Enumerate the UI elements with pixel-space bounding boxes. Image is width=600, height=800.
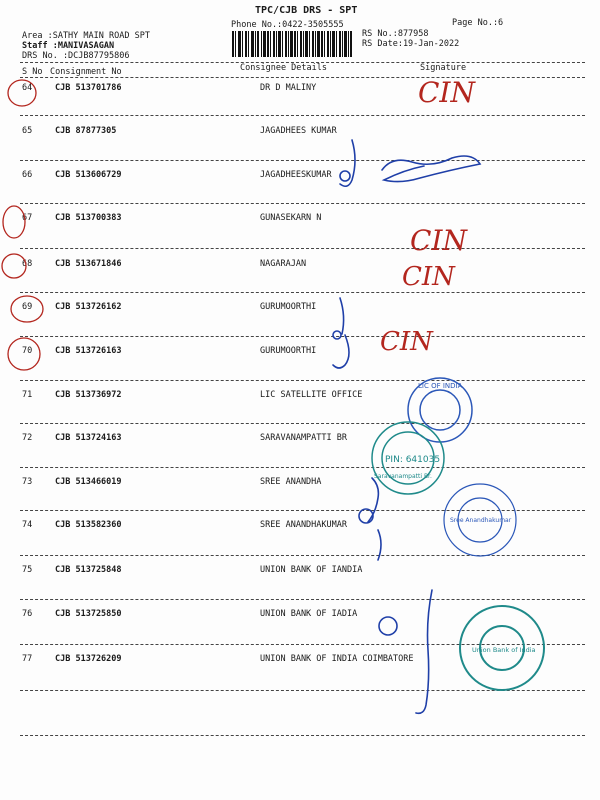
row-sno: 75 — [22, 565, 33, 575]
row-consignee: SREE ANANDHAKUMAR — [260, 520, 347, 530]
row-consignee: GUNASEKARN N — [260, 213, 322, 223]
row-consignee: GURUMOORTHI — [260, 302, 317, 312]
row-divider — [20, 690, 585, 691]
svg-text:Saravanampatti Br.: Saravanampatti Br. — [374, 473, 432, 480]
row-consignee: LIC SATELLITE OFFICE — [260, 390, 363, 400]
svg-text:Sree Anandhakumar: Sree Anandhakumar — [450, 517, 512, 524]
row-consignee: JAGADHEES KUMAR — [260, 126, 337, 136]
row-consignment: CJB 513726209 — [55, 654, 122, 664]
row-consignee: NAGARAJAN — [260, 259, 307, 269]
row-consignee: UNION BANK OF INDIA COIMBATORE — [260, 654, 414, 664]
table-row — [0, 477, 600, 497]
row-consignee: JAGADHEESKUMAR — [260, 170, 332, 180]
row-sno: 67 — [22, 213, 33, 223]
row-divider — [20, 467, 585, 468]
row-sno: 73 — [22, 477, 33, 487]
row-divider — [20, 423, 585, 424]
row-divider — [20, 735, 585, 736]
row-sno: 65 — [22, 126, 33, 136]
cin-mark: CIN — [380, 327, 433, 357]
row-sno: 72 — [22, 433, 33, 443]
page-title: TPC/CJB DRS - SPT — [255, 5, 358, 16]
row-consignment: CJB 87877305 — [55, 126, 117, 136]
row-divider — [20, 292, 585, 293]
cin-mark: CIN — [418, 76, 475, 109]
row-sno: 69 — [22, 302, 33, 312]
header-divider-bottom — [20, 77, 585, 78]
col-header-consignment: Consignment No — [50, 67, 122, 77]
table-row — [0, 170, 600, 190]
row-divider — [20, 336, 585, 337]
row-consignment: CJB 513725848 — [55, 565, 122, 575]
row-consignment: CJB 513726162 — [55, 302, 122, 312]
svg-text:Union Bank of India: Union Bank of India — [472, 646, 536, 654]
row-divider — [20, 555, 585, 556]
cin-mark: CIN — [402, 262, 455, 292]
svg-text:LIC OF INDIA: LIC OF INDIA — [418, 382, 463, 390]
row-consignee: GURUMOORTHI — [260, 346, 317, 356]
col-header-signature: Signature — [420, 63, 467, 73]
row-sno: 64 — [22, 83, 33, 93]
row-divider — [20, 510, 585, 511]
table-row — [0, 259, 600, 279]
table-row — [0, 126, 600, 146]
page-number: Page No.:6 — [452, 18, 504, 28]
row-divider — [20, 599, 585, 600]
table-row — [0, 565, 600, 585]
drs-number: DRS No. :DCJB87795806 — [22, 51, 130, 61]
row-sno: 71 — [22, 390, 33, 400]
row-consignment: CJB 513606729 — [55, 170, 122, 180]
table-row — [0, 520, 600, 540]
row-divider — [20, 644, 585, 645]
row-consignment: CJB 513724163 — [55, 433, 122, 443]
row-consignment: CJB 513671846 — [55, 259, 122, 269]
row-consignment: CJB 513736972 — [55, 390, 122, 400]
row-divider — [20, 115, 585, 116]
table-row — [0, 346, 600, 366]
row-consignment: CJB 513725850 — [55, 609, 122, 619]
table-row — [0, 213, 600, 233]
row-sno: 68 — [22, 259, 33, 269]
svg-text:PIN: 641035: PIN: 641035 — [385, 455, 441, 465]
staff-label: Staff :MANIVASAGAN — [22, 41, 115, 51]
row-consignee: DR D MALINY — [260, 83, 317, 93]
table-row — [0, 433, 600, 453]
header-divider-top — [20, 62, 585, 63]
row-divider — [20, 160, 585, 161]
row-divider — [20, 380, 585, 381]
phone-number: Phone No.:0422-3505555 — [231, 20, 344, 30]
row-divider — [20, 203, 585, 204]
row-consignment: CJB 513700383 — [55, 213, 122, 223]
row-consignment: CJB 513582360 — [55, 520, 122, 530]
signature — [333, 331, 341, 339]
row-sno: 76 — [22, 609, 33, 619]
table-row — [0, 83, 600, 103]
cin-mark: CIN — [410, 224, 467, 257]
row-sno: 77 — [22, 654, 33, 664]
row-consignment: CJB 513466019 — [55, 477, 122, 487]
col-header-sno: S No — [22, 67, 43, 77]
row-consignment: CJB 513701786 — [55, 83, 122, 93]
row-sno: 70 — [22, 346, 33, 356]
row-consignment: CJB 513726163 — [55, 346, 122, 356]
table-row — [0, 390, 600, 410]
rs-date: RS Date:19-Jan-2022 — [362, 39, 460, 49]
row-consignee: SARAVANAMPATTI BR — [260, 433, 347, 443]
row-sno: 66 — [22, 170, 33, 180]
row-consignee: UNION BANK OF IADIA — [260, 609, 358, 619]
table-row — [0, 654, 600, 674]
row-divider — [20, 248, 585, 249]
table-row — [0, 609, 600, 629]
rs-number: RS No.:877958 — [362, 29, 429, 39]
barcode — [232, 31, 352, 57]
area-label: Area :SATHY MAIN ROAD SPT — [22, 31, 150, 41]
row-consignee: SREE ANANDHA — [260, 477, 322, 487]
table-row — [0, 302, 600, 322]
row-consignee: UNION BANK OF IANDIA — [260, 565, 363, 575]
col-header-consignee: Consignee Details — [240, 63, 327, 73]
row-sno: 74 — [22, 520, 33, 530]
